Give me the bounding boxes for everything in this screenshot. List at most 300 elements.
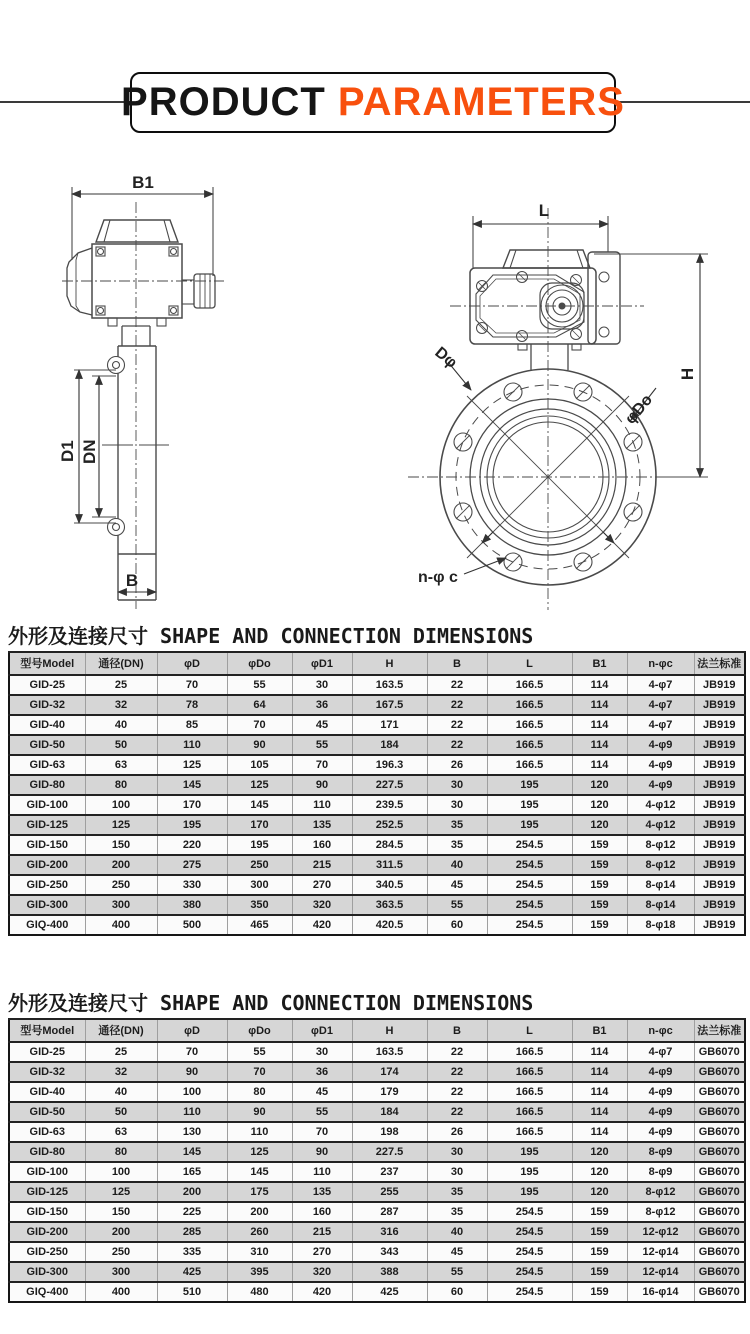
page-title-black: PRODUCT [121, 80, 338, 124]
dim-label-b: B [125, 571, 139, 590]
table-cell: 250 [85, 875, 157, 895]
table-cell: 500 [157, 915, 227, 935]
table-cell: 395 [227, 1262, 292, 1282]
table-cell: GB6070 [694, 1282, 745, 1302]
table-cell: 400 [85, 1282, 157, 1302]
table-cell: 311.5 [352, 855, 427, 875]
table-cell: 100 [157, 1082, 227, 1102]
valve-side-view-drawing [32, 160, 297, 612]
table-cell: 159 [572, 1202, 627, 1222]
table-cell: 250 [227, 855, 292, 875]
column-header: 型号Model [9, 1019, 85, 1042]
table-cell: 254.5 [487, 895, 572, 915]
table-cell: 45 [427, 875, 487, 895]
table-cell: 200 [85, 855, 157, 875]
table-cell: 40 [85, 715, 157, 735]
column-header: φDo [227, 652, 292, 675]
table-cell: 22 [427, 1102, 487, 1122]
table-cell: 310 [227, 1242, 292, 1262]
table-cell: 36 [292, 695, 352, 715]
table-cell: GID-125 [9, 815, 85, 835]
table-cell: GIQ-400 [9, 1282, 85, 1302]
column-header: B1 [572, 1019, 627, 1042]
table-cell: 4-φ7 [627, 715, 694, 735]
table-cell: 425 [352, 1282, 427, 1302]
table-cell: 166.5 [487, 1062, 572, 1082]
column-header: B [427, 652, 487, 675]
table-cell: 166.5 [487, 675, 572, 695]
table-cell: 4-φ9 [627, 755, 694, 775]
column-header: 法兰标准 [694, 652, 745, 675]
table-cell: 254.5 [487, 1222, 572, 1242]
table-cell: 175 [227, 1182, 292, 1202]
table-cell: 125 [227, 775, 292, 795]
table-cell: 239.5 [352, 795, 427, 815]
table-cell: 270 [292, 875, 352, 895]
table-cell: 300 [85, 1262, 157, 1282]
table-cell: GB6070 [694, 1242, 745, 1262]
table-cell: 4-φ12 [627, 795, 694, 815]
table-row [9, 795, 745, 815]
table-cell: 80 [85, 775, 157, 795]
table-cell: GB6070 [694, 1122, 745, 1142]
table-row [9, 675, 745, 695]
table-cell: GID-63 [9, 755, 85, 775]
table-row [9, 875, 745, 895]
table-cell: 300 [227, 875, 292, 895]
table-cell: 254.5 [487, 1242, 572, 1262]
table-cell: 254.5 [487, 835, 572, 855]
column-header: L [487, 652, 572, 675]
table-cell: 4-φ12 [627, 815, 694, 835]
column-header: n-φc [627, 652, 694, 675]
table-cell: 343 [352, 1242, 427, 1262]
page-title-orange: PARAMETERS [337, 80, 625, 124]
table-cell: 200 [85, 1222, 157, 1242]
table-cell: 80 [85, 1142, 157, 1162]
table-cell: 170 [227, 815, 292, 835]
table-cell: GID-100 [9, 1162, 85, 1182]
table-cell: GB6070 [694, 1182, 745, 1202]
table-cell: 8-φ12 [627, 1202, 694, 1222]
table-row [9, 1282, 745, 1302]
table-cell: 26 [427, 1122, 487, 1142]
table-cell: 114 [572, 1102, 627, 1122]
table-cell: 32 [85, 695, 157, 715]
table-cell: 420 [292, 1282, 352, 1302]
table-cell: 120 [572, 1142, 627, 1162]
table-cell: 171 [352, 715, 427, 735]
section-title [8, 620, 744, 651]
table-cell: 174 [352, 1062, 427, 1082]
table-cell: 114 [572, 715, 627, 735]
table-cell: 340.5 [352, 875, 427, 895]
table-cell: 159 [572, 855, 627, 875]
table-cell: 125 [157, 755, 227, 775]
table-cell: JB919 [694, 815, 745, 835]
dim-label-d1: D1 [58, 440, 77, 462]
table-cell: 195 [487, 775, 572, 795]
table-cell: 166.5 [487, 715, 572, 735]
table-cell: 195 [487, 1162, 572, 1182]
table-cell: 114 [572, 735, 627, 755]
table-row [9, 1082, 745, 1102]
column-header: φD [157, 652, 227, 675]
dimensions-table-jb919 [8, 651, 746, 936]
table-cell: 145 [227, 795, 292, 815]
table-cell: 363.5 [352, 895, 427, 915]
table-cell: 198 [352, 1122, 427, 1142]
dim-label-n-phi-c: n-φ c [418, 569, 458, 586]
table-cell: 40 [427, 855, 487, 875]
table-cell: 254.5 [487, 875, 572, 895]
table-cell: GID-150 [9, 835, 85, 855]
table-cell: 4-φ9 [627, 1082, 694, 1102]
table-cell: 145 [157, 1142, 227, 1162]
table-cell: 4-φ9 [627, 735, 694, 755]
table-cell: 35 [427, 1182, 487, 1202]
table-cell: GID-100 [9, 795, 85, 815]
table-cell: 159 [572, 1262, 627, 1282]
table-cell: 145 [227, 1162, 292, 1182]
table-row [9, 1042, 745, 1062]
table-cell: GID-300 [9, 1262, 85, 1282]
table-cell: 184 [352, 735, 427, 755]
table-row [9, 915, 745, 935]
table-row [9, 1242, 745, 1262]
table-cell: 135 [292, 815, 352, 835]
table-cell: GB6070 [694, 1222, 745, 1242]
table-cell: 40 [427, 1222, 487, 1242]
table-cell: 254.5 [487, 1262, 572, 1282]
table-cell: 160 [292, 835, 352, 855]
table-cell: 30 [427, 1142, 487, 1162]
table-cell: 30 [427, 775, 487, 795]
column-header: 通径(DN) [85, 1019, 157, 1042]
table-cell: 22 [427, 1062, 487, 1082]
table-cell: 120 [572, 815, 627, 835]
table-cell: 30 [292, 1042, 352, 1062]
table-cell: 90 [227, 735, 292, 755]
table-cell: 285 [157, 1222, 227, 1242]
table-cell: GID-250 [9, 1242, 85, 1262]
dim-label-dn: DN [80, 439, 99, 464]
column-header: H [352, 652, 427, 675]
table-cell: 125 [85, 1182, 157, 1202]
table-cell: GB6070 [694, 1142, 745, 1162]
table-cell: 55 [427, 1262, 487, 1282]
table-cell: 55 [292, 735, 352, 755]
table-cell: 4-φ7 [627, 695, 694, 715]
table-cell: 196.3 [352, 755, 427, 775]
table-cell: 45 [427, 1242, 487, 1262]
table-cell: 110 [292, 795, 352, 815]
table-row [9, 835, 745, 855]
table-cell: 8-φ18 [627, 915, 694, 935]
table-cell: 254.5 [487, 855, 572, 875]
table-cell: 254.5 [487, 915, 572, 935]
column-header: φD [157, 1019, 227, 1042]
table-cell: 12-φ14 [627, 1242, 694, 1262]
table-cell: 4-φ9 [627, 1062, 694, 1082]
table-cell: 35 [427, 815, 487, 835]
section-title-cn: 外形及连接尺寸 [8, 624, 148, 648]
table-row [9, 735, 745, 755]
table-cell: 150 [85, 1202, 157, 1222]
table-cell: 335 [157, 1242, 227, 1262]
table-cell: 70 [292, 755, 352, 775]
table-cell: 22 [427, 675, 487, 695]
table-cell: GID-80 [9, 775, 85, 795]
table-cell: 4-φ9 [627, 775, 694, 795]
table-cell: 388 [352, 1262, 427, 1282]
table-cell: 159 [572, 875, 627, 895]
table-cell: 316 [352, 1222, 427, 1242]
table-cell: JB919 [694, 915, 745, 935]
table-cell: 8-φ9 [627, 1162, 694, 1182]
table-cell: 270 [292, 1242, 352, 1262]
table-cell: 70 [227, 715, 292, 735]
column-header: B1 [572, 652, 627, 675]
table-cell: 166.5 [487, 1042, 572, 1062]
table-cell: 400 [85, 915, 157, 935]
table-cell: 420 [292, 915, 352, 935]
table-cell: GB6070 [694, 1202, 745, 1222]
table-cell: 32 [85, 1062, 157, 1082]
table-cell: 166.5 [487, 755, 572, 775]
dim-label-phi-do: φDo [622, 391, 657, 428]
table-cell: 16-φ14 [627, 1282, 694, 1302]
table-cell: 125 [85, 815, 157, 835]
table-cell: 114 [572, 695, 627, 715]
table-cell: 287 [352, 1202, 427, 1222]
table-cell: 166.5 [487, 1102, 572, 1122]
table-cell: GID-200 [9, 855, 85, 875]
table-cell: 110 [157, 1102, 227, 1122]
table-cell: 8-φ14 [627, 875, 694, 895]
table-cell: 26 [427, 755, 487, 775]
table-cell: 320 [292, 1262, 352, 1282]
table-cell: GID-200 [9, 1222, 85, 1242]
table-cell: 22 [427, 715, 487, 735]
table-cell: 80 [227, 1082, 292, 1102]
table-cell: GID-50 [9, 735, 85, 755]
table-row [9, 1262, 745, 1282]
section-title-en: SHAPE AND CONNECTION DIMENSIONS [160, 991, 534, 1015]
table-cell: 130 [157, 1122, 227, 1142]
table-cell: 90 [227, 1102, 292, 1122]
table-cell: 465 [227, 915, 292, 935]
table-cell: 4-φ9 [627, 1122, 694, 1142]
table-row [9, 1222, 745, 1242]
table-cell: GID-25 [9, 675, 85, 695]
table-cell: 50 [85, 1102, 157, 1122]
table-cell: 55 [227, 675, 292, 695]
table-cell: GID-32 [9, 1062, 85, 1082]
table-cell: 25 [85, 675, 157, 695]
table-cell: GID-150 [9, 1202, 85, 1222]
table-row [9, 755, 745, 775]
table-cell: 70 [157, 675, 227, 695]
table-row [9, 1122, 745, 1142]
table-cell: 420.5 [352, 915, 427, 935]
table-cell: JB919 [694, 835, 745, 855]
table-cell: 100 [85, 1162, 157, 1182]
table-cell: 350 [227, 895, 292, 915]
table-cell: GID-125 [9, 1182, 85, 1202]
table-cell: JB919 [694, 755, 745, 775]
table-cell: 145 [157, 775, 227, 795]
table-cell: 110 [157, 735, 227, 755]
table-cell: 260 [227, 1222, 292, 1242]
table-cell: 167.5 [352, 695, 427, 715]
dim-label-d-phi: Dφ [431, 344, 460, 372]
table-cell: 70 [157, 1042, 227, 1062]
column-header: 型号Model [9, 652, 85, 675]
dimensions-table-gb6070 [8, 1018, 746, 1303]
table-cell: 250 [85, 1242, 157, 1262]
table-cell: 195 [157, 815, 227, 835]
column-header: 通径(DN) [85, 652, 157, 675]
section-title-cn: 外形及连接尺寸 [8, 991, 148, 1015]
column-header: 法兰标准 [694, 1019, 745, 1042]
table-cell: 195 [487, 815, 572, 835]
table-cell: 480 [227, 1282, 292, 1302]
table-cell: 300 [85, 895, 157, 915]
table-cell: GB6070 [694, 1042, 745, 1062]
table-row [9, 815, 745, 835]
table-cell: 320 [292, 895, 352, 915]
table-cell: 45 [292, 715, 352, 735]
table-cell: 8-φ12 [627, 855, 694, 875]
table-row [9, 1102, 745, 1122]
table-cell: 22 [427, 1042, 487, 1062]
table-cell: 12-φ14 [627, 1262, 694, 1282]
table-cell: 36 [292, 1062, 352, 1082]
table-cell: 159 [572, 1242, 627, 1262]
table-cell: 4-φ7 [627, 1042, 694, 1062]
table-cell: GID-40 [9, 1082, 85, 1102]
table-header-row [9, 1019, 745, 1042]
column-header: φDo [227, 1019, 292, 1042]
table-cell: 220 [157, 835, 227, 855]
column-header: L [487, 1019, 572, 1042]
table-cell: 163.5 [352, 1042, 427, 1062]
table-cell: GB6070 [694, 1062, 745, 1082]
table-cell: 22 [427, 735, 487, 755]
table-cell: JB919 [694, 895, 745, 915]
table-cell: 30 [292, 675, 352, 695]
table-cell: 170 [157, 795, 227, 815]
table-cell: 195 [487, 795, 572, 815]
table-cell: 159 [572, 915, 627, 935]
table-cell: 510 [157, 1282, 227, 1302]
table-row [9, 895, 745, 915]
table-cell: 380 [157, 895, 227, 915]
table-cell: 110 [227, 1122, 292, 1142]
table-cell: JB919 [694, 675, 745, 695]
table-cell: 237 [352, 1162, 427, 1182]
table-cell: 78 [157, 695, 227, 715]
column-header: H [352, 1019, 427, 1042]
dim-label-b1: B1 [132, 173, 154, 192]
table-cell: 22 [427, 695, 487, 715]
table-cell: GID-40 [9, 715, 85, 735]
table-row [9, 1182, 745, 1202]
table-cell: 120 [572, 1162, 627, 1182]
table-cell: 110 [292, 1162, 352, 1182]
table-cell: 195 [487, 1142, 572, 1162]
table-cell: 200 [157, 1182, 227, 1202]
table-cell: 184 [352, 1102, 427, 1122]
table-cell: 227.5 [352, 1142, 427, 1162]
table-cell: 275 [157, 855, 227, 875]
table-cell: GID-25 [9, 1042, 85, 1062]
dim-label-h: H [678, 367, 697, 381]
table-cell: GID-32 [9, 695, 85, 715]
table-cell: 60 [427, 1282, 487, 1302]
table-cell: 166.5 [487, 1122, 572, 1142]
table-cell: 330 [157, 875, 227, 895]
table-cell: 60 [427, 915, 487, 935]
table-cell: 215 [292, 855, 352, 875]
table-cell: GID-250 [9, 875, 85, 895]
section-title-en: SHAPE AND CONNECTION DIMENSIONS [160, 624, 534, 648]
table-row [9, 1062, 745, 1082]
table-cell: 114 [572, 1082, 627, 1102]
table-row [9, 1142, 745, 1162]
table-cell: 135 [292, 1182, 352, 1202]
table-cell: 114 [572, 1062, 627, 1082]
table-cell: 254.5 [487, 1202, 572, 1222]
table-cell: 114 [572, 755, 627, 775]
table-cell: GID-80 [9, 1142, 85, 1162]
table-cell: GID-50 [9, 1102, 85, 1122]
table-cell: 8-φ12 [627, 835, 694, 855]
table-cell: GB6070 [694, 1102, 745, 1122]
table-cell: 150 [85, 835, 157, 855]
table-cell: 159 [572, 1282, 627, 1302]
table-cell: 120 [572, 795, 627, 815]
table-cell: GID-300 [9, 895, 85, 915]
table-cell: 159 [572, 835, 627, 855]
table-cell: 70 [292, 1122, 352, 1142]
table-cell: 160 [292, 1202, 352, 1222]
table-cell: JB919 [694, 775, 745, 795]
table-cell: 55 [227, 1042, 292, 1062]
column-header: φD1 [292, 652, 352, 675]
table-row [9, 715, 745, 735]
table-cell: 166.5 [487, 735, 572, 755]
table-cell: 159 [572, 895, 627, 915]
table-cell: 90 [292, 1142, 352, 1162]
table-row [9, 775, 745, 795]
table-row [9, 855, 745, 875]
table-cell: GIQ-400 [9, 915, 85, 935]
table-cell: 85 [157, 715, 227, 735]
table-cell: 8-φ14 [627, 895, 694, 915]
column-header: φD1 [292, 1019, 352, 1042]
table-cell: 50 [85, 735, 157, 755]
table-cell: 255 [352, 1182, 427, 1202]
table-cell: GB6070 [694, 1082, 745, 1102]
table-cell: 45 [292, 1082, 352, 1102]
table-cell: 40 [85, 1082, 157, 1102]
table-cell: 252.5 [352, 815, 427, 835]
table-cell: 8-φ12 [627, 1182, 694, 1202]
table-cell: 63 [85, 755, 157, 775]
table-cell: 4-φ7 [627, 675, 694, 695]
